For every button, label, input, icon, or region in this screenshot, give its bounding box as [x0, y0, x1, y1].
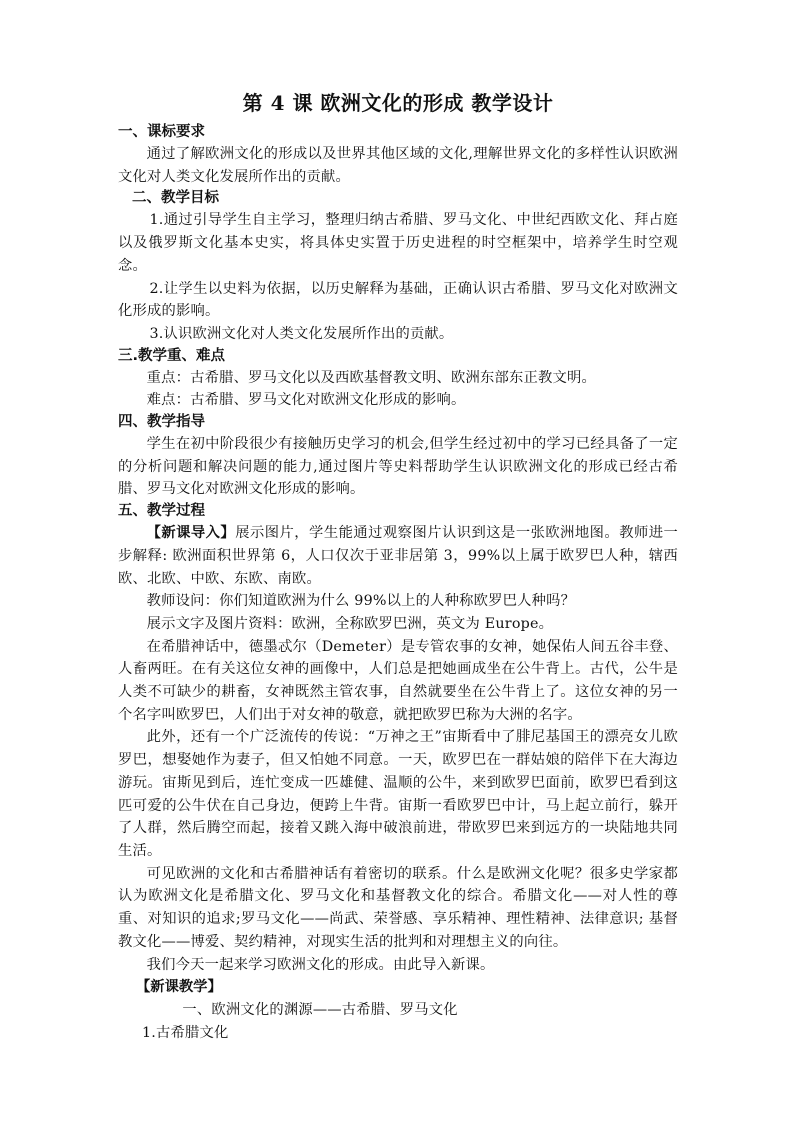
paragraph: 在希腊神话中，德墨忒尔（Demeter）是专管农事的女神，她保佑人间五谷丰登、人畜两旺。在有关这位女神的画像中，人们总是把她画成坐在公牛背上。古代，公牛是人类不可缺少的耕畜，女神既然主管农事，自然就要坐在公牛背上了。这位女神的另一个名字叫欧罗巴，人们出于对女神的敬意，就把欧罗巴称为大洲的名字。	[118, 638, 678, 723]
section-heading-objectives: 二、教学目标	[132, 190, 219, 207]
section-heading-curriculum: 一、课标要求	[118, 124, 205, 140]
paragraph: 2.让学生以史料为依据，以历史解释为基础，正确认识古希腊、罗马文化对欧洲文化形成的影响。	[118, 280, 678, 320]
paragraph: 此外，还有一个广泛流传的传说：“万神之王”宙斯看中了腓尼基国王的漂亮女儿欧罗巴，想娶她作为妻子，但又怕她不同意。一天，欧罗巴在一群姑娘的陪伴下在大海边游玩。宙斯见到后，连忙变成一匹雄健、温顺的公牛，来到欧罗巴面前，欧罗巴看到这匹可爱的公牛伏在自己身边，便跨上牛背。宙斯一看欧罗巴中计，马上起立前行，躲开了人群，然后腾空而起，接着又跳入海中破浪前进，带欧罗巴来到远方的一块陆地共同生活。	[118, 729, 678, 859]
paragraph-intro	[118, 522, 678, 590]
subheading: 一、欧洲文化的渊源——古希腊、罗马文化	[182, 1001, 458, 1018]
document-page	[118, 84, 678, 1044]
section-heading-process: 五、教学过程	[118, 503, 205, 520]
paragraph: 可见欧洲的文化和古希腊神话有着密切的联系。什么是欧洲文化呢？很多史学家都认为欧洲文化是希腊文化、罗马文化和基督教文化的综合。希腊文化——对人性的尊重、对知识的追求;罗马文化——尚武、荣誉感、享乐精神、理性精神、法律意识; 基督教文化——博爱、契约精神，对现实生活的批判和对理想主义的向往。	[118, 865, 678, 950]
paragraph: 难点：古希腊、罗马文化对欧洲文化形成的影响。	[146, 392, 466, 409]
paragraph: 学生在初中阶段很少有接触历史学习的机会,但学生经过初中的学习已经具备了一定的分析问题和解决问题的能力,通过图片等史料帮助学生认识欧洲文化的形成已经古希腊、罗马文化对欧洲文化形成的影响。	[118, 436, 678, 498]
paragraph: 通过了解欧洲文化的形成以及世界其他区域的文化,理解世界文化的多样性认识欧洲文化对人类文化发展所作出的贡献。	[118, 146, 678, 185]
paragraph: 展示文字及图片资料：欧洲，全称欧罗巴洲，英文为 Europe。	[146, 615, 554, 632]
intro-text: 展示图片，学生能通过观察图片认识到这是一张欧洲地图。教师进一步解释: 欧洲面积世界第 6，人口仅次于亚非居第 3，99%以上属于欧罗巴人种，辖西欧、北欧、中欧、东欧、南欧。	[118, 525, 679, 587]
new-lesson-label: 【新课教学】	[136, 979, 222, 996]
section-heading-key-points: 三.教学重、难点	[118, 347, 226, 364]
paragraph: 3.认识欧洲文化对人类文化发展所作出的贡献。	[149, 325, 454, 342]
intro-label: 【新课导入】	[146, 525, 236, 542]
section-heading-guidance: 四、教学指导	[118, 414, 205, 431]
paragraph: 教师设问：你们知道欧洲为什么 99%以上的人种称欧罗巴人种吗？	[146, 593, 576, 610]
paragraph: 我们今天一起来学习欧洲文化的形成。由此导入新课。	[146, 956, 495, 973]
document-title: 第 4 课 欧洲文化的形成 教学设计	[242, 91, 554, 115]
paragraph: 1.通过引导学生自主学习，整理归纳古希腊、罗马文化、中世纪西欧文化、拜占庭以及俄罗斯文化基本史实，将具体史实置于历史进程的时空框架中，培养学生时空观念。	[118, 212, 678, 274]
paragraph: 重点：古希腊、罗马文化以及西欧基督教文明、欧洲东部东正教文明。	[146, 369, 596, 386]
subheading: 1.古希腊文化	[142, 1024, 229, 1041]
